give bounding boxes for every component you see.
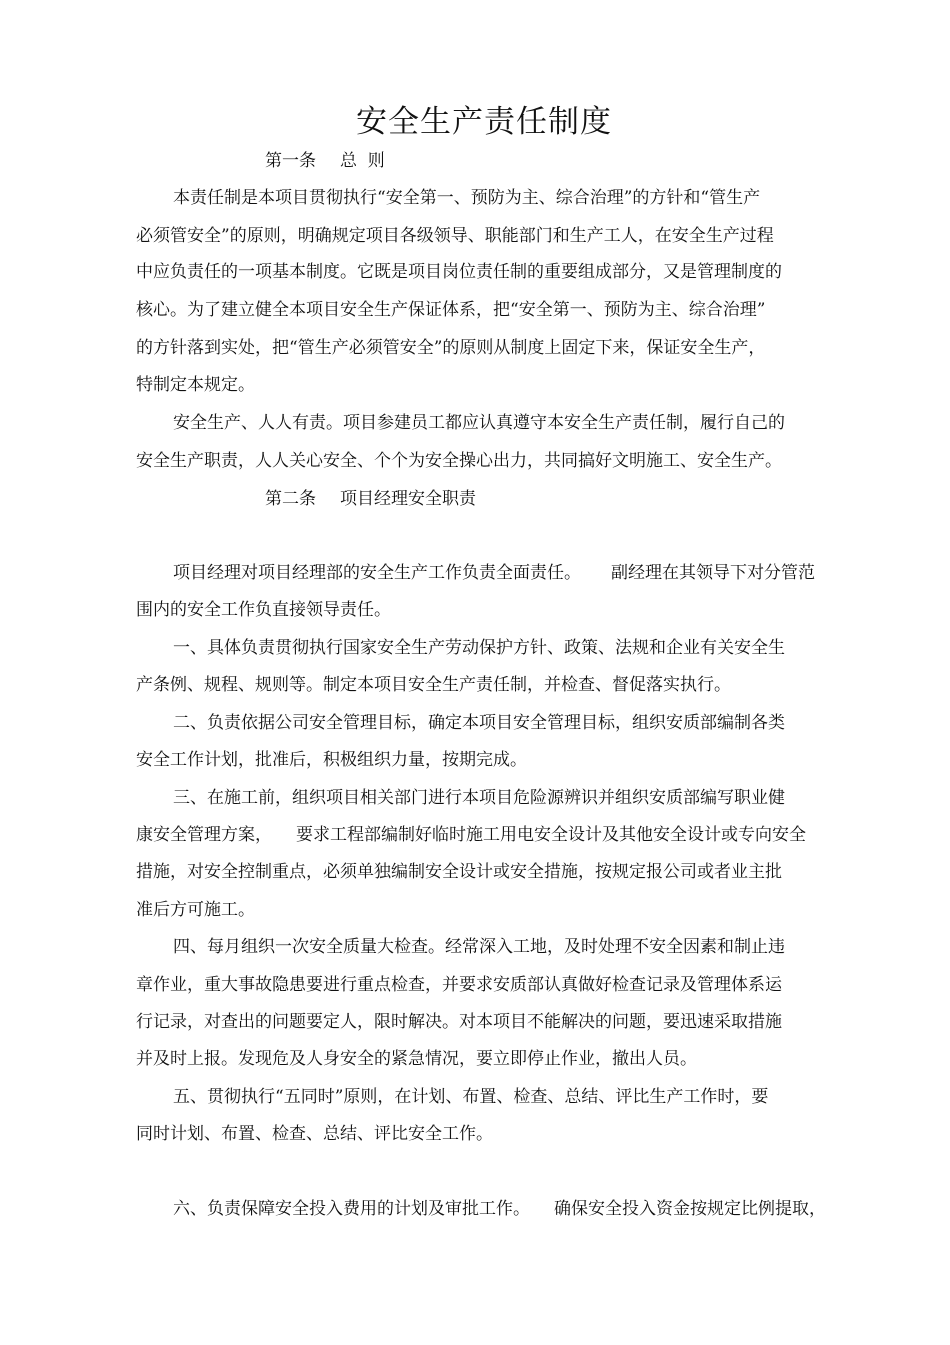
paragraph-line: 必须管安全”的原则，明确规定项目各级领导、职能部门和生产工人，在安全生产过程 bbox=[136, 226, 774, 246]
paragraph-line: 并及时上报。发现危及人身安全的紧急情况，要立即停止作业，撤出人员。 bbox=[136, 1049, 697, 1069]
paragraph-line: 安全工作计划，批准后，积极组织力量，按期完成。 bbox=[136, 750, 527, 770]
paragraph-line: 产条例、规程、规则等。制定本项目安全生产责任制，并检查、督促落实执行。 bbox=[136, 675, 731, 695]
paragraph-line: 行记录，对查出的问题要定人，限时解决。对本项目不能解决的问题，要迅速采取措施 bbox=[136, 1012, 782, 1032]
paragraph-line: 核心。为了建立健全本项目安全生产保证体系，把“安全第一、预防为主、综合治理” bbox=[136, 300, 766, 320]
paragraph-line bbox=[173, 1198, 826, 1220]
paragraph-line: 同时计划、布置、检查、总结、评比安全工作。 bbox=[136, 1124, 493, 1144]
paragraph-line: 安全生产、人人有责。项目参建员工都应认真遵守本安全生产责任制，履行自己的 bbox=[173, 413, 785, 433]
paragraph-segment: 确保安全投入资金按规定比例提取， bbox=[554, 1199, 826, 1219]
paragraph-line: 措施，对安全控制重点，必须单独编制安全设计或安全措施，按规定报公司或者业主批 bbox=[136, 862, 782, 882]
paragraph-line: 本责任制是本项目贯彻执行“安全第一、预防为主、综合治理”的方针和“管生产 bbox=[173, 188, 761, 208]
paragraph-segment: 副经理在其领导下对分管范 bbox=[611, 563, 815, 583]
article-2-number: 第二条 bbox=[265, 489, 316, 509]
paragraph-line: 围内的安全工作负直接领导责任。 bbox=[136, 600, 391, 620]
paragraph-line bbox=[173, 562, 815, 584]
paragraph-line: 特制定本规定。 bbox=[136, 375, 255, 395]
paragraph-segment: 要求工程部编制好临时施工用电安全设计及其他安全设计或专向安全 bbox=[296, 825, 806, 845]
paragraph-line bbox=[136, 824, 806, 846]
paragraph-segment: 六、负责保障安全投入费用的计划及审批工作。 bbox=[173, 1199, 530, 1219]
paragraph-line: 四、每月组织一次安全质量大检查。经常深入工地，及时处理不安全因素和制止违 bbox=[173, 937, 785, 957]
paragraph-line: 二、负责依据公司安全管理目标，确定本项目安全管理目标，组织安质部编制各类 bbox=[173, 713, 785, 733]
article-1-title: 总 则 bbox=[340, 151, 385, 171]
paragraph-line: 准后方可施工。 bbox=[136, 900, 255, 920]
article-1-heading bbox=[265, 150, 385, 172]
paragraph-line: 三、在施工前，组织项目相关部门进行本项目危险源辨识并组织安质部编写职业健 bbox=[173, 788, 785, 808]
document-title: 安全生产责任制度 bbox=[356, 104, 612, 140]
paragraph-line: 一、具体负责贯彻执行国家安全生产劳动保护方针、政策、法规和企业有关安全生 bbox=[173, 638, 785, 658]
paragraph-line: 五、贯彻执行“五同时”原则，在计划、布置、检查、总结、评比生产工作时，要 bbox=[173, 1087, 769, 1107]
paragraph-segment: 康安全管理方案， bbox=[136, 825, 272, 845]
paragraph-line: 章作业，重大事故隐患要进行重点检查，并要求安质部认真做好检查记录及管理体系运 bbox=[136, 975, 782, 995]
article-1-number: 第一条 bbox=[265, 151, 316, 171]
paragraph-segment: 项目经理对项目经理部的安全生产工作负责全面责任。 bbox=[173, 563, 581, 583]
paragraph-line: 安全生产职责，人人关心安全、个个为安全操心出力，共同搞好文明施工、安全生产。 bbox=[136, 451, 782, 471]
paragraph-line: 的方针落到实处，把“管生产必须管安全”的原则从制度上固定下来，保证安全生产， bbox=[136, 338, 766, 358]
paragraph-line: 中应负责任的一项基本制度。它既是项目岗位责任制的重要组成部分，又是管理制度的 bbox=[136, 262, 782, 282]
article-2-heading bbox=[265, 488, 476, 510]
article-2-title: 项目经理安全职责 bbox=[340, 489, 476, 509]
